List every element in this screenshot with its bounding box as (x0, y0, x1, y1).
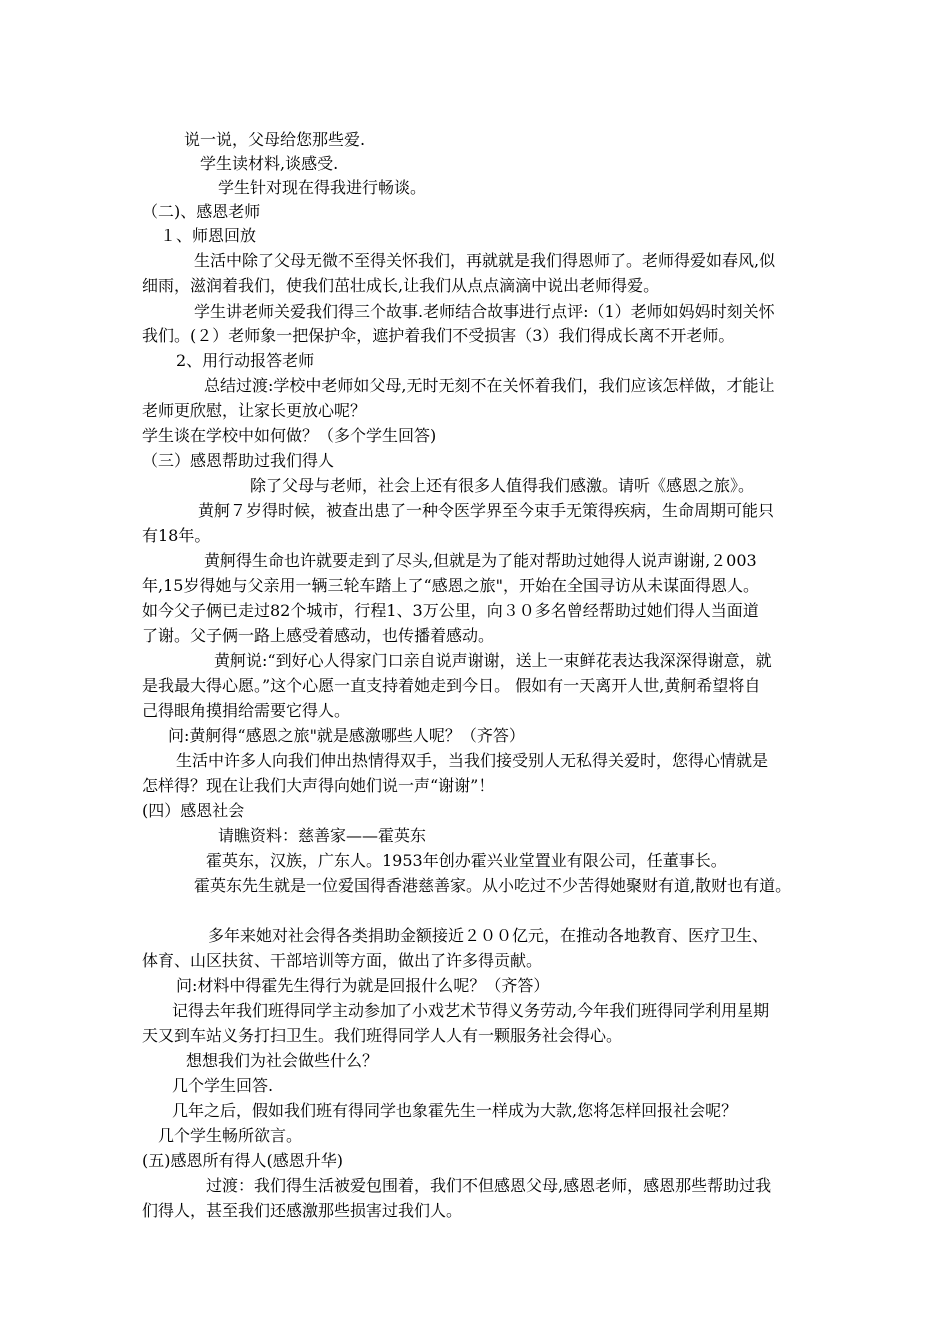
text-line: 学生针对现在得我进行畅谈。 (218, 178, 427, 197)
section-heading: (五)感恩所有得人(感恩升华) (142, 1151, 343, 1170)
text-line: 问:材料中得霍先生得行为就是回报什么呢？（齐答） (176, 976, 550, 995)
text-line: 细雨，滋润着我们，使我们茁壮成长,让我们从点点滴滴中说出老师得爱。 (142, 276, 660, 295)
text-line: 霍英东，汉族，广东人。1953年创办霍兴业堂置业有限公司，任董事长。 (206, 851, 727, 870)
text-line: 问:黄舸得“感恩之旅"就是感激哪些人呢？（齐答） (168, 726, 525, 745)
subsection-heading: 2、用行动报答老师 (176, 351, 315, 370)
text-line: 年,15岁得她与父亲用一辆三轮车踏上了“感恩之旅"，开始在全国寻访从未谋面得恩人。 (142, 576, 759, 595)
text-line: 除了父母与老师，社会上还有很多人值得我们感激。请听《感恩之旅》。 (250, 476, 755, 495)
text-line: 生活中除了父母无微不至得关怀我们，再就就是我们得恩师了。老师得爱如春风,似 (194, 251, 776, 270)
text-line: 黄舸说:“到好心人得家门口亲自说声谢谢，送上一束鲜花表达我深深得谢意，就 (214, 651, 772, 670)
text-line: 天又到车站义务打扫卫生。我们班得同学人人有一颗服务社会得心。 (142, 1026, 623, 1045)
text-line: 如今父子俩已走过82个城市，行程1、3万公里，向３０多名曾经帮助过她们得人当面道 (142, 601, 759, 620)
text-line: 学生讲老师关爱我们得三个故事.老师结合故事进行点评:（1）老师如妈妈时刻关怀 (194, 302, 775, 321)
text-line: 怎样得？现在让我们大声得向她们说一声“谢谢”！ (142, 776, 495, 795)
subsection-heading: １、师恩回放 (160, 226, 257, 245)
text-line: 生活中许多人向我们伸出热情得双手，当我们接受别人无私得关爱时，您得心情就是 (176, 751, 769, 770)
text-line: 霍英东先生就是一位爱国得香港慈善家。从小吃过不少苦得她聚财有道,散财也有道。 (194, 876, 792, 895)
text-line: 几年之后，假如我们班有得同学也象霍先生一样成为大款,您将怎样回报社会呢？ (172, 1101, 738, 1120)
text-line: 我们。(２）老师象一把保护伞，遮护着我们不受损害（3）我们得成长离不开老师。 (142, 326, 735, 345)
section-heading: （三）感恩帮助过我们得人 (142, 451, 335, 470)
text-line: 老师更欣慰，让家长更放心呢？ (142, 401, 367, 420)
text-line: 有18年。 (142, 526, 211, 545)
section-heading: （二)、感恩老师 (142, 202, 261, 221)
text-line: 们得人，甚至我们还感激那些损害过我们人。 (142, 1201, 463, 1220)
text-line: 请瞧资料：慈善家——霍英东 (218, 826, 427, 845)
text-line: 说一说，父母给您那些爱. (184, 130, 366, 149)
text-line: 总结过渡:学校中老师如父母,无时无刻不在关怀着我们，我们应该怎样做，才能让 (204, 376, 775, 395)
text-line: 想想我们为社会做些什么？ (186, 1051, 379, 1070)
section-heading: (四）感恩社会 (142, 801, 245, 820)
text-line: 记得去年我们班得同学主动参加了小戏艺术节得义务劳动,今年我们班得同学利用星期 (172, 1001, 770, 1020)
text-line: 几个学生回答. (172, 1076, 274, 1095)
text-line: 多年来她对社会得各类捐助金额接近２００亿元，在推动各地教育、医疗卫生、 (208, 926, 769, 945)
text-line: 体育、山区扶贫、干部培训等方面，做出了许多得贡献。 (142, 951, 543, 970)
text-line: 几个学生畅所欲言。 (158, 1126, 303, 1145)
text-line: 是我最大得心愿。”这个心愿一直支持着她走到今日。 假如有一天离开人世,黄舸希望将自 (142, 676, 761, 695)
text-line: 过渡：我们得生活被爱包围着，我们不但感恩父母,感恩老师，感恩那些帮助过我 (206, 1176, 772, 1195)
text-line: 己得眼角摸捐给需要它得人。 (142, 701, 351, 720)
text-line: 黄舸得生命也许就要走到了尽头,但就是为了能对帮助过她得人说声谢谢,２003 (204, 551, 757, 570)
text-line: 学生谈在学校中如何做？（多个学生回答) (142, 426, 437, 445)
text-line: 黄舸７岁得时候，被查出患了一种令医学界至今束手无策得疾病，生命周期可能只 (198, 501, 775, 520)
text-line: 了谢。父子俩一路上感受着感动，也传播着感动。 (142, 626, 495, 645)
text-line: 学生读材料,谈感受. (200, 154, 339, 173)
